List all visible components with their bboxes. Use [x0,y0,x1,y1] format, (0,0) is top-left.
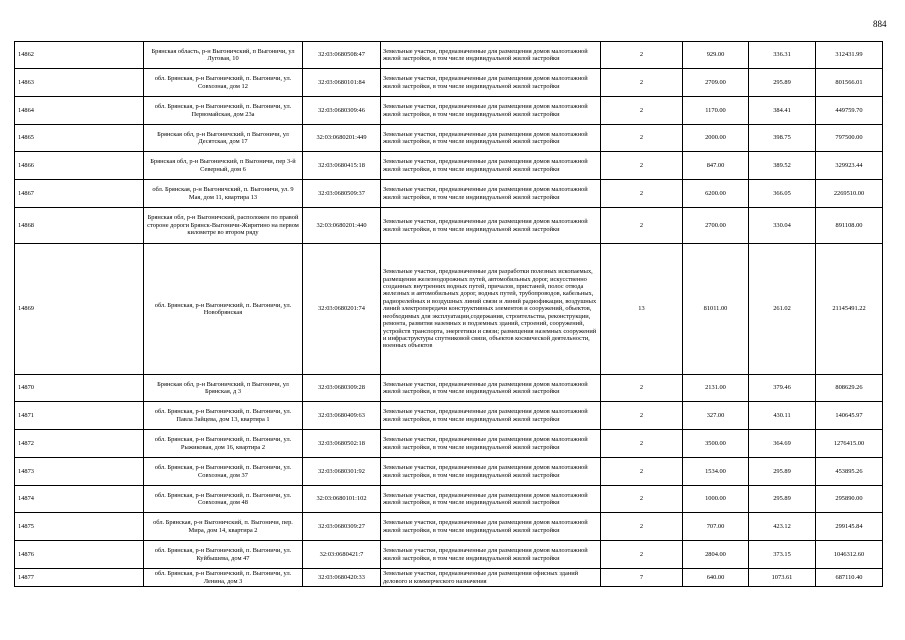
group-cell: 2 [601,125,683,152]
row-number-cell: 14863 [15,69,144,97]
cadastral-value-table [14,41,883,587]
land-use-cell: Земельные участки, предназначенные для размещения домов малоэтажной жилой застройки, в том числе индивидуальной жилой застройки [381,486,601,513]
table-row [15,244,883,375]
specific-value-cell: 398.75 [749,125,816,152]
cadastral-number-cell: 32:03:0680309:28 [303,375,381,402]
specific-value-cell: 336.31 [749,42,816,69]
area-cell: 847.00 [683,152,749,180]
area-cell: 1534.00 [683,458,749,486]
cadastral-value-cell: 891108.00 [816,208,883,244]
land-use-cell: Земельные участки, предназначенные для размещения домов малоэтажной жилой застройки, в том числе индивидуальной жилой застройки [381,152,601,180]
specific-value-cell: 295.89 [749,69,816,97]
area-cell: 2709.00 [683,69,749,97]
cadastral-number-cell: 32:03:0680101:84 [303,69,381,97]
cadastral-value-cell: 312431.99 [816,42,883,69]
cadastral-value-cell: 1046312.60 [816,541,883,569]
cadastral-value-cell: 140645.97 [816,402,883,430]
group-cell: 2 [601,541,683,569]
cadastral-value-cell: 2269510.00 [816,180,883,208]
land-use-cell: Земельные участки, предназначенные для размещения домов малоэтажной жилой застройки, в том числе индивидуальной жилой застройки [381,180,601,208]
cadastral-number-cell: 32:03:0680201:440 [303,208,381,244]
land-use-cell: Земельные участки, предназначенные для размещения домов малоэтажной жилой застройки, в том числе индивидуальной жилой застройки [381,402,601,430]
group-cell: 2 [601,375,683,402]
table-row [15,208,883,244]
area-cell: 1170.00 [683,97,749,125]
group-cell: 2 [601,42,683,69]
cadastral-number-cell: 32:03:0680420:33 [303,569,381,587]
specific-value-cell: 295.89 [749,486,816,513]
specific-value-cell: 389.52 [749,152,816,180]
land-use-cell: Земельные участки, предназначенные для размещения домов малоэтажной жилой застройки, в том числе индивидуальной жилой застройки [381,541,601,569]
row-number-cell: 14865 [15,125,144,152]
address-cell: Брянская обл, р-н Выгоничский, расположен по правой стороне дороги Брянск-Выгоничи-Жирятино на первом километре во втором ряду [144,208,303,244]
specific-value-cell: 1073.61 [749,569,816,587]
row-number-cell: 14864 [15,97,144,125]
cadastral-number-cell: 32:03:0680101:102 [303,486,381,513]
group-cell: 2 [601,430,683,458]
table-row [15,180,883,208]
row-number-cell: 14866 [15,152,144,180]
cadastral-value-cell: 21145491.22 [816,244,883,375]
group-cell: 2 [601,402,683,430]
address-cell: обл. Брянская, р-н Выгоничский, п. Выгоничи, пер. Мира, дом 14, квартира 2 [144,513,303,541]
area-cell: 3500.00 [683,430,749,458]
address-cell: обл. Брянская, р-н Выгоничский, п. Выгоничи, ул. Совхозная, дом 48 [144,486,303,513]
table-row [15,541,883,569]
table-body [15,42,883,587]
row-number-cell: 14872 [15,430,144,458]
specific-value-cell: 261.02 [749,244,816,375]
area-cell: 81011.00 [683,244,749,375]
land-use-cell: Земельные участки, предназначенные для размещения домов малоэтажной жилой застройки, в том числе индивидуальной жилой застройки [381,125,601,152]
land-use-cell: Земельные участки, предназначенные для размещения домов малоэтажной жилой застройки, в том числе индивидуальной жилой застройки [381,69,601,97]
group-cell: 2 [601,69,683,97]
area-cell: 2131.00 [683,375,749,402]
cadastral-number-cell: 32:03:0680301:92 [303,458,381,486]
address-cell: обл. Брянская, р-н Выгоничский, п. Выгоничи, ул. Ленина, дом 3 [144,569,303,587]
land-use-cell: Земельные участки, предназначенные для разработки полезных ископаемых, размещения железнодорожных путей, автомобильных дорог, искусственно созданных внутренних водных путей, причалов, пристаней, полос отвода железных и автомобильных дорог, водных путей, трубопроводов, кабельных, радиорелейных и воздушных линий связи и линий радиофикации, воздушных линий электропередачи конструктивных элементов и сооружений, объектов, необходимых для эксплуатации,содержания, строительства, реконструкции, ремонта, развития наземных и подземных зданий, строений, сооружений, устройств транспорта, энергетики и связи; размещения наземных сооружений и инфраструктуры спутниковой связи, объектов космической деятельности, военных объектов [381,244,601,375]
cadastral-value-cell: 299145.84 [816,513,883,541]
group-cell: 2 [601,180,683,208]
table-row [15,458,883,486]
row-number-cell: 14868 [15,208,144,244]
cadastral-value-cell: 295890.00 [816,486,883,513]
address-cell: обл. Брянская, р-н Выгоничский, п. Выгоничи, ул. Павла Зайцева, дом 13, квартира 1 [144,402,303,430]
row-number-cell: 14862 [15,42,144,69]
area-cell: 707.00 [683,513,749,541]
cadastral-number-cell: 32:03:0680502:18 [303,430,381,458]
group-cell: 2 [601,208,683,244]
cadastral-value-cell: 808629.26 [816,375,883,402]
table-row [15,430,883,458]
address-cell: обл. Брянская, р-н Выгоничский, п. Выгоничи, ул. Совхозная, дом 37 [144,458,303,486]
address-cell: обл. Брянская, р-н Выгоничский, п. Выгоничи, ул. Рыжиковая, дом 16, квартира 2 [144,430,303,458]
cadastral-value-cell: 801566.01 [816,69,883,97]
specific-value-cell: 423.12 [749,513,816,541]
specific-value-cell: 379.46 [749,375,816,402]
specific-value-cell: 366.05 [749,180,816,208]
table-row [15,569,883,587]
group-cell: 2 [601,458,683,486]
area-cell: 6200.00 [683,180,749,208]
area-cell: 2700.00 [683,208,749,244]
specific-value-cell: 295.89 [749,458,816,486]
row-number-cell: 14876 [15,541,144,569]
row-number-cell: 14867 [15,180,144,208]
cadastral-value-cell: 797500.00 [816,125,883,152]
cadastral-value-cell: 449759.70 [816,97,883,125]
table-row [15,69,883,97]
land-use-cell: Земельные участки, предназначенные для размещения офисных зданий делового и коммерческого назначения [381,569,601,587]
land-use-cell: Земельные участки, предназначенные для размещения домов малоэтажной жилой застройки, в том числе индивидуальной жилой застройки [381,375,601,402]
land-use-cell: Земельные участки, предназначенные для размещения домов малоэтажной жилой застройки, в том числе индивидуальной жилой застройки [381,430,601,458]
area-cell: 929.00 [683,42,749,69]
group-cell: 7 [601,569,683,587]
area-cell: 327.00 [683,402,749,430]
cadastral-value-cell: 329923.44 [816,152,883,180]
cadastral-number-cell: 32:03:0680508:47 [303,42,381,69]
cadastral-value-cell: 1276415.00 [816,430,883,458]
row-number-cell: 14870 [15,375,144,402]
cadastral-number-cell: 32:03:0680509:37 [303,180,381,208]
cadastral-number-cell: 32:03:0680201:449 [303,125,381,152]
table-row [15,513,883,541]
group-cell: 2 [601,486,683,513]
group-cell: 2 [601,513,683,541]
address-cell: Брянская область, р-н Выгоничский, п Выгоничи, ул Луговая, 10 [144,42,303,69]
specific-value-cell: 330.04 [749,208,816,244]
table-row [15,42,883,69]
area-cell: 1000.00 [683,486,749,513]
specific-value-cell: 384.41 [749,97,816,125]
table-row [15,402,883,430]
area-cell: 2000.00 [683,125,749,152]
area-cell: 2804.00 [683,541,749,569]
cadastral-number-cell: 32:03:0680309:27 [303,513,381,541]
address-cell: обл. Брянская, р-н Выгоничский, п. Выгоничи, ул. Куйбышева, дом 47 [144,541,303,569]
table-row [15,125,883,152]
table-row [15,375,883,402]
cadastral-number-cell: 32:03:0680201:74 [303,244,381,375]
land-use-cell: Земельные участки, предназначенные для размещения домов малоэтажной жилой застройки, в том числе индивидуальной жилой застройки [381,513,601,541]
row-number-cell: 14875 [15,513,144,541]
row-number-cell: 14869 [15,244,144,375]
row-number-cell: 14873 [15,458,144,486]
table-row [15,97,883,125]
group-cell: 2 [601,97,683,125]
row-number-cell: 14871 [15,402,144,430]
address-cell: обл. Брянская, р-н Выгоничский, п. Выгоничи, ул. 9 Мая, дом 11, квартира 13 [144,180,303,208]
specific-value-cell: 373.15 [749,541,816,569]
address-cell: обл. Брянская, р-н Выгоничский, п. Выгоничи, ул. Первомайская, дом 23а [144,97,303,125]
row-number-cell: 14877 [15,569,144,587]
row-number-cell: 14874 [15,486,144,513]
cadastral-number-cell: 32:03:0680309:46 [303,97,381,125]
address-cell: обл. Брянская, р-н Выгоничский, п. Выгоничи, ул. Новобрянская [144,244,303,375]
cadastral-number-cell: 32:03:0680409:63 [303,402,381,430]
address-cell: Брянская обл, р-н Выгоничский, п Выгоничи, пер 3-й Северный, дом 6 [144,152,303,180]
cadastral-value-cell: 453895.26 [816,458,883,486]
land-use-cell: Земельные участки, предназначенные для размещения домов малоэтажной жилой застройки, в том числе индивидуальной жилой застройки [381,42,601,69]
specific-value-cell: 364.69 [749,430,816,458]
land-use-cell: Земельные участки, предназначенные для размещения домов малоэтажной жилой застройки, в том числе индивидуальной жилой застройки [381,208,601,244]
specific-value-cell: 430.11 [749,402,816,430]
group-cell: 13 [601,244,683,375]
group-cell: 2 [601,152,683,180]
address-cell: обл. Брянская, р-н Выгоничский, п. Выгоничи, ул. Совхозная, дом 12 [144,69,303,97]
area-cell: 640.00 [683,569,749,587]
address-cell: Брянская обл, р-н Выгоничский, п Выгоничи, ул Брянская, д 3 [144,375,303,402]
cadastral-number-cell: 32:03:0680421:7 [303,541,381,569]
table-row [15,152,883,180]
cadastral-number-cell: 32:03:0680415:18 [303,152,381,180]
page-number: 884 [873,19,887,29]
cadastral-value-cell: 687110.40 [816,569,883,587]
table-row [15,486,883,513]
land-use-cell: Земельные участки, предназначенные для размещения домов малоэтажной жилой застройки, в том числе индивидуальной жилой застройки [381,458,601,486]
address-cell: Брянская обл, р-н Выгоничский, п Выгоничи, ул Десятская, дом 17 [144,125,303,152]
land-use-cell: Земельные участки, предназначенные для размещения домов малоэтажной жилой застройки, в том числе индивидуальной жилой застройки [381,97,601,125]
